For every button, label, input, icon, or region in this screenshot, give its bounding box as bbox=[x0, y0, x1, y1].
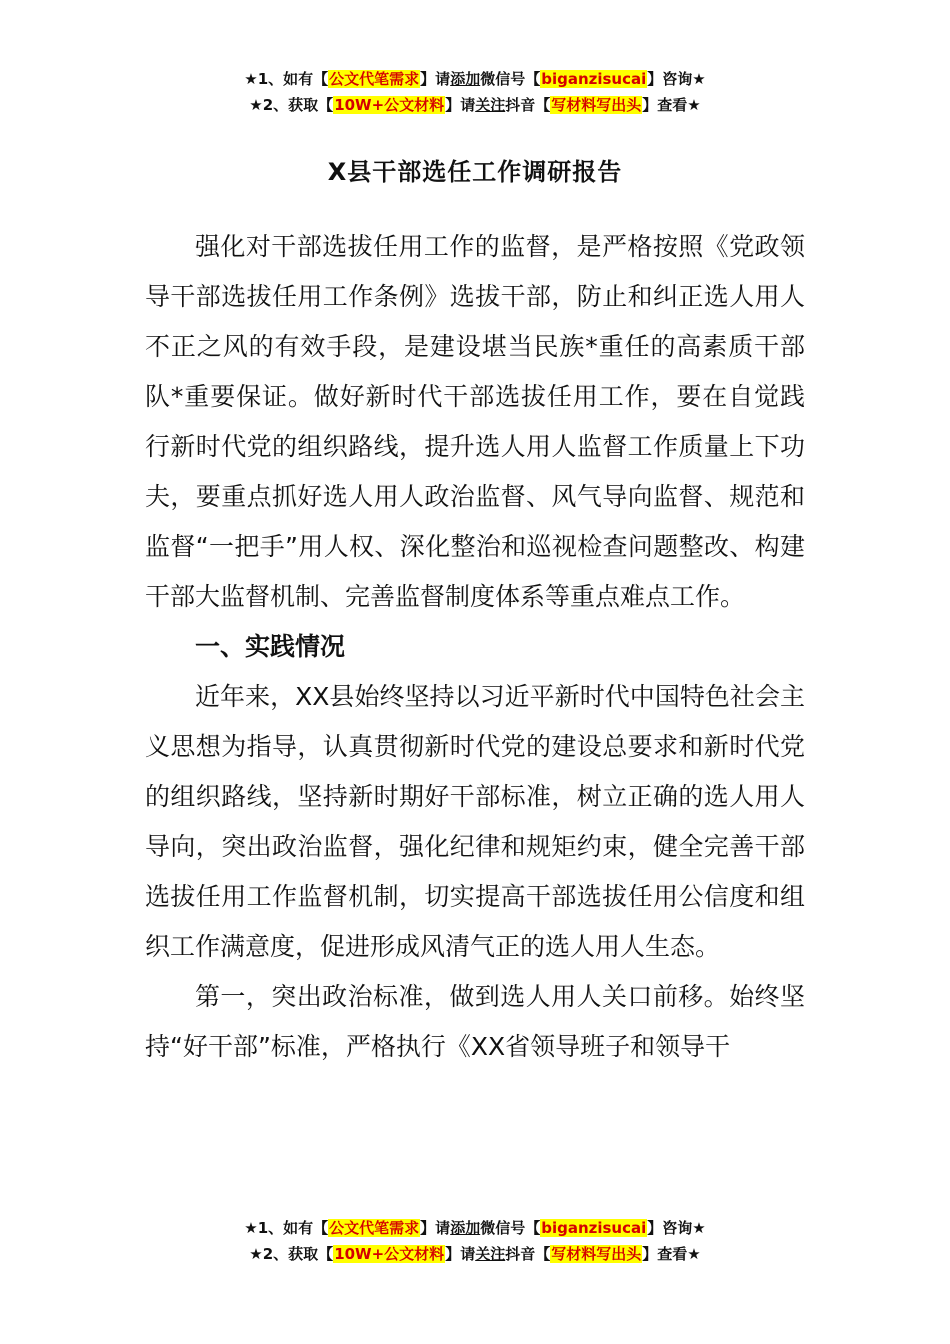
document-title: X县干部选任工作调研报告 bbox=[327, 158, 623, 186]
banner-text: 微信号【 bbox=[480, 70, 541, 88]
banner-highlight: 写材料写出头 bbox=[551, 96, 642, 114]
banner-text: ★2、获取【 bbox=[249, 1245, 334, 1263]
banner-text: 】请 bbox=[445, 1245, 476, 1263]
banner-line-1 bbox=[0, 66, 950, 92]
banner-text: ★1、如有【 bbox=[244, 1219, 329, 1237]
banner-highlight: 写材料写出头 bbox=[551, 1245, 642, 1263]
banner-text: ★2、获取【 bbox=[249, 96, 334, 114]
paragraph: 强化对干部选拔任用工作的监督，是严格按照《党政领导干部选拔任用工作条例》选拔干部，防止和纠正选人用人不正之风的有效手段，是建设堪当民族*重任的高素质干部队*重要保证。做好新时代干部选拔任用工作，要在自觉践行新时代党的组织路线，提升选人用人监督工作质量上下功夫，要重点抓好选人用人政治监督、风气导向监督、规范和监督“一把手”用人权、深化整治和巡视检查问题整改、构建干部大监督机制、完善监督制度体系等重点难点工作。 bbox=[145, 232, 805, 611]
banner-underlined: 添加 bbox=[450, 1219, 481, 1237]
banner-line-1 bbox=[0, 1215, 950, 1241]
banner-text: 微信号【 bbox=[480, 1219, 541, 1237]
banner-highlight: biganzisucai bbox=[541, 70, 647, 88]
banner-highlight: 10W+公文材料 bbox=[334, 96, 445, 114]
section-heading: 一、实践情况 bbox=[195, 632, 346, 661]
footer-banner bbox=[0, 1215, 950, 1267]
banner-underlined: 添加 bbox=[450, 70, 481, 88]
banner-line-2 bbox=[0, 1241, 950, 1267]
paragraph: 第一，突出政治标准，做到选人用人关口前移。始终坚持“好干部”标准，严格执行《XX省领导班子和领导干 bbox=[145, 982, 805, 1061]
banner-highlight: 公文代笔需求 bbox=[329, 70, 420, 88]
banner-text: 】请 bbox=[420, 70, 451, 88]
banner-text: 】咨询★ bbox=[647, 1219, 706, 1237]
banner-text: 抖音【 bbox=[505, 96, 551, 114]
banner-text: 】查看★ bbox=[642, 96, 701, 114]
paragraph: 近年来，XX县始终坚持以习近平新时代中国特色社会主义思想为指导，认真贯彻新时代党的建设总要求和新时代党的组织路线，坚持新时期好干部标准，树立正确的选人用人导向，突出政治监督，强化纪律和规矩约束，健全完善干部选拔任用工作监督机制，切实提高干部选拔任用公信度和组织工作满意度，促进形成风清气正的选人用人生态。 bbox=[145, 682, 805, 961]
banner-highlight: 10W+公文材料 bbox=[334, 1245, 445, 1263]
banner-underlined: 关注 bbox=[475, 1245, 506, 1263]
banner-line-2 bbox=[0, 92, 950, 118]
banner-highlight: biganzisucai bbox=[541, 1219, 647, 1237]
banner-highlight: 公文代笔需求 bbox=[329, 1219, 420, 1237]
header-banner bbox=[0, 66, 950, 118]
banner-text: ★1、如有【 bbox=[244, 70, 329, 88]
banner-text: 】查看★ bbox=[642, 1245, 701, 1263]
banner-text: 】请 bbox=[420, 1219, 451, 1237]
banner-text: 】咨询★ bbox=[647, 70, 706, 88]
banner-underlined: 关注 bbox=[475, 96, 506, 114]
banner-text: 抖音【 bbox=[505, 1245, 551, 1263]
banner-text: 】请 bbox=[445, 96, 476, 114]
document-body bbox=[145, 222, 805, 1072]
